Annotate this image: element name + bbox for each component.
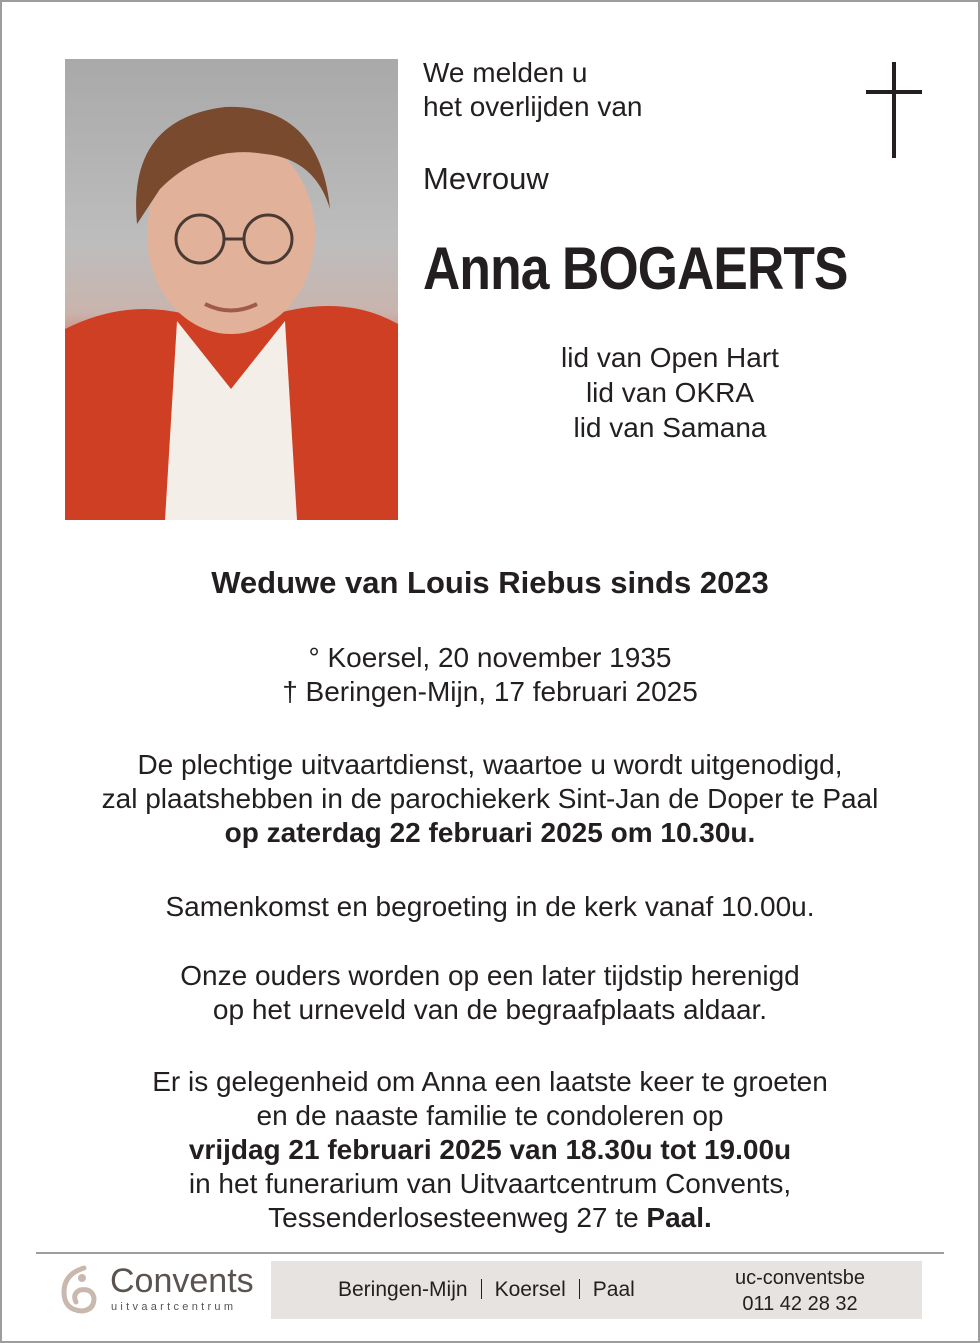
- location-separator: [481, 1279, 482, 1299]
- intro-line: het overlijden van: [423, 91, 643, 122]
- viewing-line: en de naaste familie te condoleren op: [256, 1100, 724, 1131]
- viewing-line: in het funerarium van Uitvaartcentrum Convents,: [188, 1168, 792, 1199]
- location-list: [338, 1278, 635, 1302]
- viewing-address: [0, 1201, 980, 1235]
- memberships: [420, 340, 920, 445]
- service-info: [0, 748, 980, 850]
- viewing-line: Er is gelegenheid om Anna een laatste keer te groeten: [152, 1066, 828, 1097]
- intro-line: We melden u: [423, 57, 588, 88]
- logo-subtitle: uitvaartcentrum: [111, 1301, 237, 1313]
- gathering-info: Samenkomst en begroeting in de kerk vanaf 10.00u.: [165, 891, 815, 922]
- membership-item: lid van Samana: [573, 412, 767, 443]
- announcement-intro: [423, 56, 642, 124]
- viewing-info: [0, 1065, 980, 1235]
- convents-logo-icon: [58, 1264, 98, 1314]
- address-town: Paal.: [646, 1202, 712, 1233]
- location-separator: [579, 1279, 580, 1299]
- birth-line: ° Koersel, 20 november 1935: [308, 642, 672, 673]
- membership-item: lid van Open Hart: [561, 342, 779, 373]
- service-line: zal plaatshebben in de parochiekerk Sint-Jan de Doper te Paal: [101, 783, 879, 814]
- footer-divider: [36, 1252, 944, 1254]
- address-text: Tessenderlosesteenweg 27 te: [268, 1202, 647, 1233]
- service-line: De plechtige uitvaartdienst, waartoe u wordt uitgenodigd,: [137, 749, 843, 780]
- contact-info: [700, 1265, 900, 1317]
- urn-line: Onze ouders worden op een later tijdstip herenigd: [180, 960, 800, 991]
- logo-name: Convents: [110, 1262, 254, 1300]
- urn-info: [0, 959, 980, 1027]
- location-item: Koersel: [494, 1278, 566, 1301]
- viewing-date: vrijdag 21 februari 2025 van 18.30u tot 19.00u: [188, 1134, 792, 1165]
- website-link[interactable]: uc-conventsbe: [734, 1267, 866, 1289]
- service-date: op zaterdag 22 februari 2025 om 10.30u.: [224, 817, 756, 848]
- phone-number: 011 42 28 32: [742, 1293, 858, 1315]
- location-item: Paal: [592, 1278, 635, 1301]
- widow-line: Weduwe van Louis Riebus sinds 2023: [211, 565, 769, 600]
- honorific: Mevrouw: [423, 161, 549, 196]
- urn-line: op het urneveld van de begraafplaats aldaar.: [212, 994, 768, 1025]
- portrait-illustration: [65, 59, 398, 520]
- portrait-photo: [65, 59, 398, 520]
- life-dates: [0, 641, 980, 709]
- membership-item: lid van OKRA: [585, 377, 755, 408]
- location-item: Beringen-Mijn: [338, 1278, 468, 1301]
- cross-icon: [866, 62, 922, 158]
- deceased-name: Anna BOGAERTS: [423, 235, 848, 302]
- death-line: † Beringen-Mijn, 17 februari 2025: [282, 676, 698, 707]
